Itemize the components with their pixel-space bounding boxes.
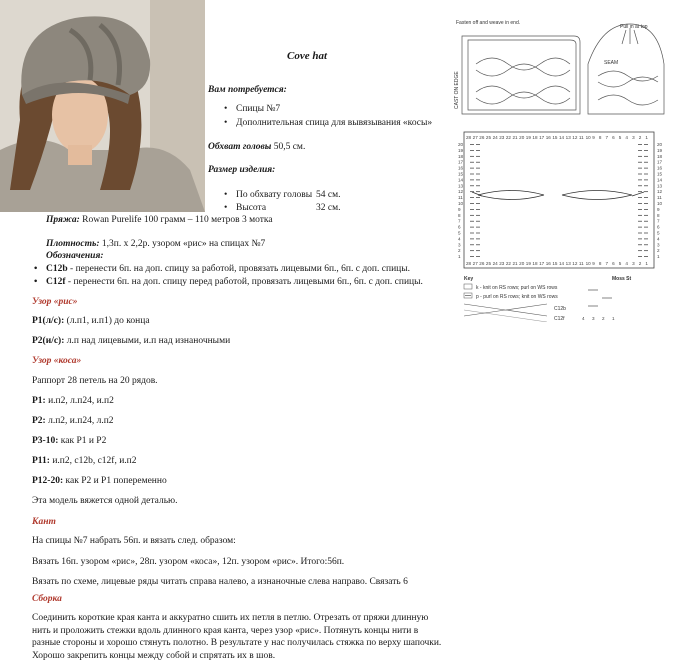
chart-row-number: 15: [657, 171, 663, 177]
cable-row-text: как Р2 и Р1 попеременно: [65, 476, 167, 486]
chart-col-number: 1: [645, 261, 648, 266]
cable-row-text: л.п2, и.п24, л.п2: [48, 416, 114, 426]
chart-col-number: 6: [612, 261, 615, 266]
chart-col-number: 27: [472, 135, 478, 140]
legend-code: C12b: [46, 264, 68, 274]
chart-row-number: 5: [657, 230, 660, 236]
chart-col-number: 8: [598, 135, 602, 140]
chart-col-number: 9: [592, 135, 595, 140]
cable-row-label: Р3-10:: [32, 436, 59, 446]
head-circ-label: Обхват головы: [208, 142, 272, 152]
chart-col-number: 16: [545, 135, 551, 140]
cable-row: [32, 395, 114, 407]
chart-col-number: 20: [519, 135, 525, 140]
legend-text: - перенести 6п. на доп. спицу перед работой, провязать лицевыми 6п., 6п. с доп. спицы.: [67, 277, 423, 287]
rice-row-label: Р2(и/с):: [32, 336, 65, 346]
chart-col-number: 10: [585, 261, 591, 266]
moss-col: 2: [602, 316, 605, 321]
chart-col-number: 20: [519, 261, 525, 266]
materials-heading: Вам потребуется:: [208, 85, 287, 95]
chart-row-number: 12: [458, 189, 464, 195]
chart-col-number: 15: [552, 261, 558, 266]
chart-row-number: 7: [458, 218, 461, 224]
chart-col-number: 25: [485, 261, 492, 266]
chart-row-number: 9: [458, 206, 461, 212]
chart-col-number: 6: [612, 135, 615, 140]
band-schematic: [462, 36, 580, 114]
size-row-value: 54 см.: [316, 190, 341, 200]
head-circ-value: 50,5 см.: [273, 142, 306, 152]
legend-item: [46, 263, 410, 275]
chart-col-number: 19: [525, 135, 531, 140]
cable-row-label: Р12-20:: [32, 476, 64, 486]
rice-row: [32, 315, 150, 327]
cable-heading: Узор «коса»: [32, 356, 82, 366]
chart-row-number: 19: [458, 147, 464, 153]
chart-row-number: 17: [657, 159, 663, 165]
chart-col-number: 10: [585, 135, 591, 140]
size-row-label: • Высота: [236, 202, 266, 214]
chart-row-number: 2: [458, 248, 461, 254]
chart-row-number: 18: [657, 153, 663, 159]
fasten-label: Fasten off and weave in end.: [456, 20, 521, 26]
cable-code: C12f: [554, 316, 565, 322]
chart-col-number: 13: [565, 135, 571, 140]
legend-code: C12f: [46, 277, 66, 287]
rice-heading: Узор «рис»: [32, 297, 78, 307]
chart-purl-marks: [470, 145, 648, 257]
band-heading: Кант: [32, 517, 56, 527]
yarn-label: Пряжа:: [46, 215, 80, 225]
chart-col-number: 24: [492, 261, 498, 266]
chart-row-number: 3: [657, 242, 660, 248]
cable-row: [32, 455, 137, 467]
moss-col: 1: [612, 316, 615, 321]
legend-text: - перенести 6п. на доп. спицу за работой, провязать лицевыми 6п., 6п. с доп. спицы.: [70, 264, 410, 274]
chart-col-number: 28: [466, 261, 472, 266]
size-heading: Размер изделия:: [208, 165, 276, 175]
chart-row-number: 5: [458, 230, 461, 236]
chart-row-number: 1: [458, 254, 461, 260]
chart-row-number: 20: [657, 142, 663, 147]
key-item: k - knit on RS rows; purl on WS rows: [476, 285, 558, 291]
chart-row-number: 12: [657, 189, 663, 195]
chart-column-numbers: [466, 135, 648, 140]
cable-row-text: и.п2, с12b, с12f, и.п2: [52, 456, 137, 466]
head-circumference: [208, 141, 305, 153]
rice-row: [32, 335, 230, 347]
chart-key: [464, 276, 632, 322]
rice-row-label: Р1(л/с):: [32, 316, 65, 326]
chart-col-number: 11: [578, 135, 584, 140]
pull-label: Pull in at top: [620, 24, 648, 30]
chart-column-numbers-bottom: [466, 261, 648, 266]
chart-row-number: 20: [458, 142, 464, 147]
moss-title: Moss St: [612, 276, 632, 282]
chart-row-number: 18: [458, 153, 464, 159]
yarn-line: [46, 214, 273, 226]
chart-row-number: 2: [657, 248, 660, 254]
chart-row-number: 9: [657, 206, 660, 212]
chart-col-number: 12: [572, 261, 578, 266]
chart-row-number: 6: [657, 224, 660, 230]
gauge-line: [46, 238, 265, 250]
chart-col-number: 22: [505, 261, 511, 266]
cable-intro: Раппорт 28 петель на 20 рядов.: [32, 376, 158, 386]
seam-label: SEAM: [604, 60, 619, 66]
chart-row-number: 17: [458, 159, 464, 165]
knitting-diagrams: [452, 14, 690, 322]
legend-item: [46, 276, 423, 288]
chart-row-number: 7: [657, 218, 660, 224]
cable-row: [32, 435, 106, 447]
key-title: Key: [464, 276, 474, 282]
band-paragraph: Вязать 16п. узором «рис», 28п. узором «коса», 12п. узором «рис». Итого:56п.: [32, 557, 345, 567]
chart-col-number: 25: [485, 135, 492, 140]
assembly-heading: Сборка: [32, 594, 62, 604]
chart-col-number: 18: [532, 261, 538, 266]
chart-col-number: 18: [532, 135, 538, 140]
one-piece-note: Эта модель вяжется одной деталью.: [32, 496, 178, 506]
chart-row-number: 13: [657, 183, 663, 189]
cable-row: [32, 475, 167, 487]
chart-col-number: 14: [559, 135, 565, 140]
chart-col-number: 3: [632, 135, 635, 140]
chart-col-number: 12: [572, 135, 578, 140]
chart-row-number: 4: [458, 236, 461, 242]
yarn-value: Rowan Purelife 100 грамм – 110 метров 3 мотка: [82, 215, 273, 225]
chart-col-number: 22: [505, 135, 511, 140]
cast-on-label: CAST ON EDGE: [454, 71, 460, 109]
pattern-title: Cove hat: [287, 50, 328, 62]
chart-col-number: 24: [492, 135, 498, 140]
cable-row-label: Р11:: [32, 456, 50, 466]
chart-col-number: 26: [479, 261, 485, 266]
chart-col-number: 7: [605, 135, 609, 140]
chart-row-number: 8: [458, 212, 461, 218]
band-paragraph: Вязать по схеме, лицевые ряды читать справа налево, а изнаночные слева направо. Связать 6: [32, 577, 408, 587]
chart-row-number: 4: [657, 236, 660, 242]
chart-col-number: 1: [645, 135, 648, 140]
chart-col-number: 4: [625, 261, 628, 266]
chart-col-number: 23: [499, 135, 505, 140]
cable-row: [32, 415, 114, 427]
chart-row-number: 11: [657, 195, 662, 201]
chart-row-number: 1: [657, 254, 660, 260]
assembly-text: Соединить короткие края канта и аккуратно сшить их петля в петлю. Отрезать от пряжи длинную нить и проложить стежки вдоль длинного края канта, через узор «рис». Потянуть концы нити в разные стороны и хорошо стянуть полотно. В результате у нас получилась стяжка по верху шапочки. Хорошо закрепить концы между собой и спрятать их в шов.: [32, 613, 442, 661]
chart-col-number: 27: [472, 261, 478, 266]
legend-heading: Обозначения:: [46, 251, 104, 261]
chart-row-number: 11: [458, 195, 463, 201]
chart-row-number: 14: [458, 177, 464, 183]
moss-col: 3: [592, 316, 595, 321]
cable-code: C12b: [554, 306, 566, 312]
moss-col: 4: [582, 316, 585, 321]
key-item: p - purl on RS rows; knit on WS rows: [476, 294, 558, 300]
gauge-label: Плотность:: [46, 239, 100, 249]
chart-row-number: 16: [657, 165, 663, 171]
chart-col-number: 7: [605, 261, 609, 266]
chart-row-number: 10: [458, 201, 464, 206]
chart-row-number: 3: [458, 242, 461, 248]
materials-item: • Дополнительная спица для вывязывания «косы»: [236, 117, 432, 129]
chart-col-number: 9: [592, 261, 595, 266]
crown-schematic: [588, 24, 664, 114]
chart-col-number: 21: [512, 261, 518, 266]
chart-col-number: 16: [545, 261, 551, 266]
chart-row-number: 14: [657, 177, 663, 183]
chart-col-number: 28: [466, 135, 472, 140]
chart-col-number: 5: [618, 135, 622, 140]
chart-col-number: 17: [539, 135, 545, 140]
chart-row-number: 10: [657, 201, 663, 206]
chart-col-number: 15: [552, 135, 558, 140]
chart-row-number: 8: [657, 212, 660, 218]
chart-row-numbers: [458, 142, 663, 259]
rice-row-text: л.п над лицевыми, и.п над изнаночными: [66, 336, 231, 346]
chart-col-number: 26: [479, 135, 485, 140]
chart-col-number: 19: [525, 261, 531, 266]
chart-col-number: 14: [559, 261, 565, 266]
size-row-label: • По обхвату головы: [236, 189, 312, 201]
chart-col-number: 2: [638, 135, 642, 140]
cable-row-text: как Р1 и Р2: [60, 436, 107, 446]
band-paragraph: На спицы №7 набрать 56п. и вязать след. образом:: [32, 536, 236, 546]
chart-row-number: 6: [458, 224, 461, 230]
chart-col-number: 4: [625, 135, 628, 140]
chart-col-number: 5: [618, 261, 622, 266]
cable-row-label: Р1:: [32, 396, 46, 406]
chart-row-number: 13: [458, 183, 464, 189]
size-row-value: 32 см.: [316, 203, 341, 213]
cable-row-label: Р2:: [32, 416, 46, 426]
model-photo: [0, 0, 205, 212]
chart-row-number: 19: [657, 147, 663, 153]
chart-col-number: 2: [638, 261, 642, 266]
chart-row-number: 16: [458, 165, 464, 171]
gauge-value: 1,3п. х 2,2р. узором «рис» на спицах №7: [101, 239, 266, 249]
cable-row-text: и.п2, л.п24, и.п2: [48, 396, 114, 406]
materials-item: • Спицы №7: [236, 103, 280, 115]
chart-col-number: 11: [578, 261, 584, 266]
chart-col-number: 3: [632, 261, 635, 266]
chart-col-number: 17: [539, 261, 545, 266]
rice-row-text: (л.п1, и.п1) до конца: [66, 316, 150, 326]
chart-row-number: 15: [458, 171, 464, 177]
cable-chart: [458, 132, 663, 268]
chart-col-number: 13: [565, 261, 571, 266]
chart-col-number: 21: [512, 135, 518, 140]
chart-col-number: 23: [499, 261, 505, 266]
chart-col-number: 8: [598, 261, 602, 266]
